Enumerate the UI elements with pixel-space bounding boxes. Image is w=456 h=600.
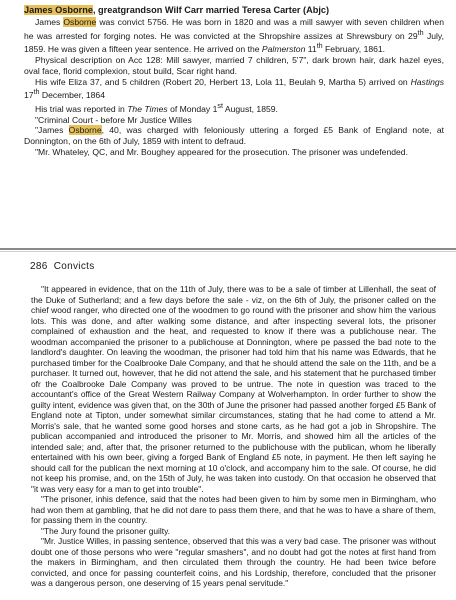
highlighted-name: James Osborne (24, 5, 93, 15)
lower-page-text (31, 284, 436, 589)
running-head-title: Convicts (53, 261, 95, 272)
evidence-paragraph: "It appeared in evidence, that on the 11th of July, there was to be a sale of timber at Lillenhall, the seat of the Duke of Sutherland; and a few days before the sale - viz, on the 6th of July, the prisoner called on the chief wood ranger, who directed one of the woodmen to go round with the prisoner and show him the various lots. This was done, and after walking some distance, and after inspecting several lots, the prisoner complained of exhaustion and the heat, and requested to know if there was a publichouse near. The woodman accompanied the prisoner to a publichouse at Donnington, where pe passed the bad note to the landlord's daughter. On leaving the woodman, the prisoner had told him that his name was Edwards, that he purchased timber for the Coalbrooke Dale Company, and that he should attend the sale on the 11th, and be a purchaser. It turned out, however, that he did not attend the sale, and his statement that he purchased timber ofr the Coalbrooke Dale Company was proved to be untrue. The note in question was traced to the accountant's office of the Great Western Railway Company at Wolverhampton. In order further to show the guilty intent, evidence was given that, on the 30th of June the prisoner had passed another forged £5 Bank of England note at Tipton, under somewhat similar circumstances, stating that he had come to attend a Mr. Morris's sale, that he wanted some good horses and stone carts, as he had got a job in Shropshire. The publican accompanied and introduced the prisoner to Mr. Morris, and showed him all the articles of the intended sale; and, after that, the prisoner returned to the publichouse with the publican, whom he liberally entertained with his own beer, giving a forged Bank of England £5 note, in payment. He then left saying he should call for the publican the next morning at 10 o'clock, and accompany him to the sale. Of course, he did not keep his promise, and, on the 15th of July, he was taken into custody. On that occasion he observed that "it was very easy for a man to get into trouble". (31, 284, 436, 494)
intro-paragraph: James Osborne was convict 5756. He was born in 1820 and was a mill sawyer with seven children when he was arrested for forging notes. He was convicted at the Shropshire assizes at Shrewsbury on 29th July, 1859. He was given a fifteen year sentence. He arrived on the Palmerston 11th February, 1861. (24, 16, 444, 55)
ship-name: Hastings (410, 76, 444, 87)
running-header (30, 261, 95, 272)
page-number: 286 (30, 261, 48, 272)
highlighted-name: Osborne (63, 16, 97, 27)
counsel-paragraph: "Mr. Whateley, QC, and Mr. Boughey appeared for the prosecution. The prisoner was undefended. (35, 147, 408, 157)
page-divider-shadow (0, 251, 456, 252)
trial-paragraph: His trial was reported in The Times of Monday 1st August, 1859. (35, 101, 278, 114)
court-line: "Criminal Court - before Mr Justice Willes (35, 114, 192, 125)
entry-title: James Osborne, greatgrandson Wilf Carr married Teresa Carter (Abjc) (24, 5, 330, 15)
highlighted-name: Osborne (68, 125, 102, 136)
upper-page-text (24, 5, 444, 158)
verdict-paragraph: "The Jury found the prisoner guilty. (41, 525, 170, 536)
charge-paragraph: "James Osborne, 40, was charged with feloniously uttering a forged £5 Bank of England note, at Donnington, on the 6th of July, 1859 with intent to defraud. (24, 125, 444, 147)
sentence-paragraph: "Mr. Justice Willes, in passing sentence, observed that this was a very bad case. The prisoner was without doubt one of those persons who were "regular smashers", and no doubt had got the notes at first hand from the makers in Birmingham, and then circulated them through the country. He had been twice before convicted, and once for passing counterfeit coins, and his Lordship, therefore, concluded that the prisoner was a dangerous person, one deserving of 15 years penal servitude." (31, 536, 436, 588)
ship-name: Palmerston (261, 44, 306, 55)
physical-description: Physical description on Acc 128: Mill sawyer, married 7 children, 5'7", dark brown hair, dark hazel eyes, oval face, florid complexion, stout build, Scar right hand. (24, 54, 444, 76)
page-divider (0, 248, 456, 250)
defence-paragraph: "The prisoner, inhis defence, said that the notes had been given to him by some men in Birmingham, who had won them at gambling, that he did not dare to pass them there, and that he was to have a share of them, for passing them in the country. (31, 494, 436, 525)
wife-paragraph: His wife Eliza 37, and 5 children (Robert 20, Herbert 13, Lola 11, Beulah 9, Martha 5) arrived on Hastings 17th December, 1864 (24, 76, 444, 101)
newspaper-name: The Times (127, 103, 168, 114)
